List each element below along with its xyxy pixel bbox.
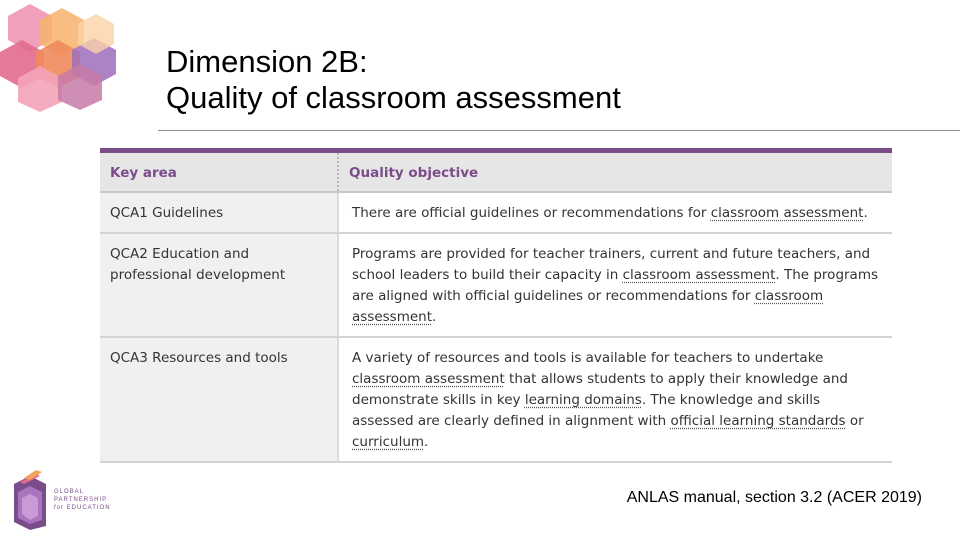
title-line-2: Quality of classroom assessment [166,80,621,115]
slide-title [166,44,621,116]
objective-text: . [432,309,437,325]
table-row [100,233,892,337]
logo-text-line-1: GLOBAL [54,489,85,495]
glossary-term-link[interactable]: official learning standards [670,413,846,429]
quality-objective-cell [338,192,892,233]
objective-text: or [845,413,864,429]
objective-text: Programs are provided for teacher trainers, current and future teachers, and school leaders to build their capacity in [352,246,871,283]
table-row [100,192,892,233]
key-area-cell: QCA1 Guidelines [100,192,338,233]
quality-objectives-table [100,148,892,475]
glossary-term-link[interactable]: learning domains [524,392,642,408]
objective-text: A variety of resources and tools is available for teachers to undertake [352,350,824,366]
quality-objective-cell [338,233,892,337]
table-header-row [100,153,892,192]
books-icon [14,470,46,530]
glossary-term-link[interactable]: classroom assessment [710,205,864,221]
quality-objective-cell [338,337,892,462]
logo-text-line-3: for EDUCATION [54,505,111,511]
source-caption: ANLAS manual, section 3.2 (ACER 2019) [626,489,922,506]
header-quality-objective: Quality objective [338,153,892,192]
objective-text: . [424,434,429,450]
header-key-area: Key area [100,153,338,192]
key-area-cell: QCA3 Resources and tools [100,337,338,462]
key-area-cell: QCA2 Education and professional development [100,233,338,337]
table-body [100,192,892,462]
glossary-term-link[interactable]: classroom assessment [352,288,824,325]
objective-text: that allows students to apply their knowledge and demonstrate skills in key [352,371,848,408]
table-row [100,337,892,462]
glossary-term-link[interactable]: classroom assessment [352,371,505,387]
glossary-term-link[interactable]: classroom assessment [622,267,776,283]
title-divider [158,130,960,131]
objective-text: . [863,205,868,221]
glossary-term-link[interactable]: curriculum [352,434,425,450]
objective-text: There are official guidelines or recommendations for [352,205,711,221]
title-line-1: Dimension 2B: [166,44,368,79]
objective-text: . The knowledge and skills assessed are clearly defined in alignment with [352,392,821,429]
global-partnership-logo [12,468,112,530]
objective-text: . The programs are aligned with official guidelines or recommendations for [352,267,879,304]
decorative-hexagon-logo [0,0,130,112]
logo-text-line-2: PARTNERSHIP [54,497,108,503]
